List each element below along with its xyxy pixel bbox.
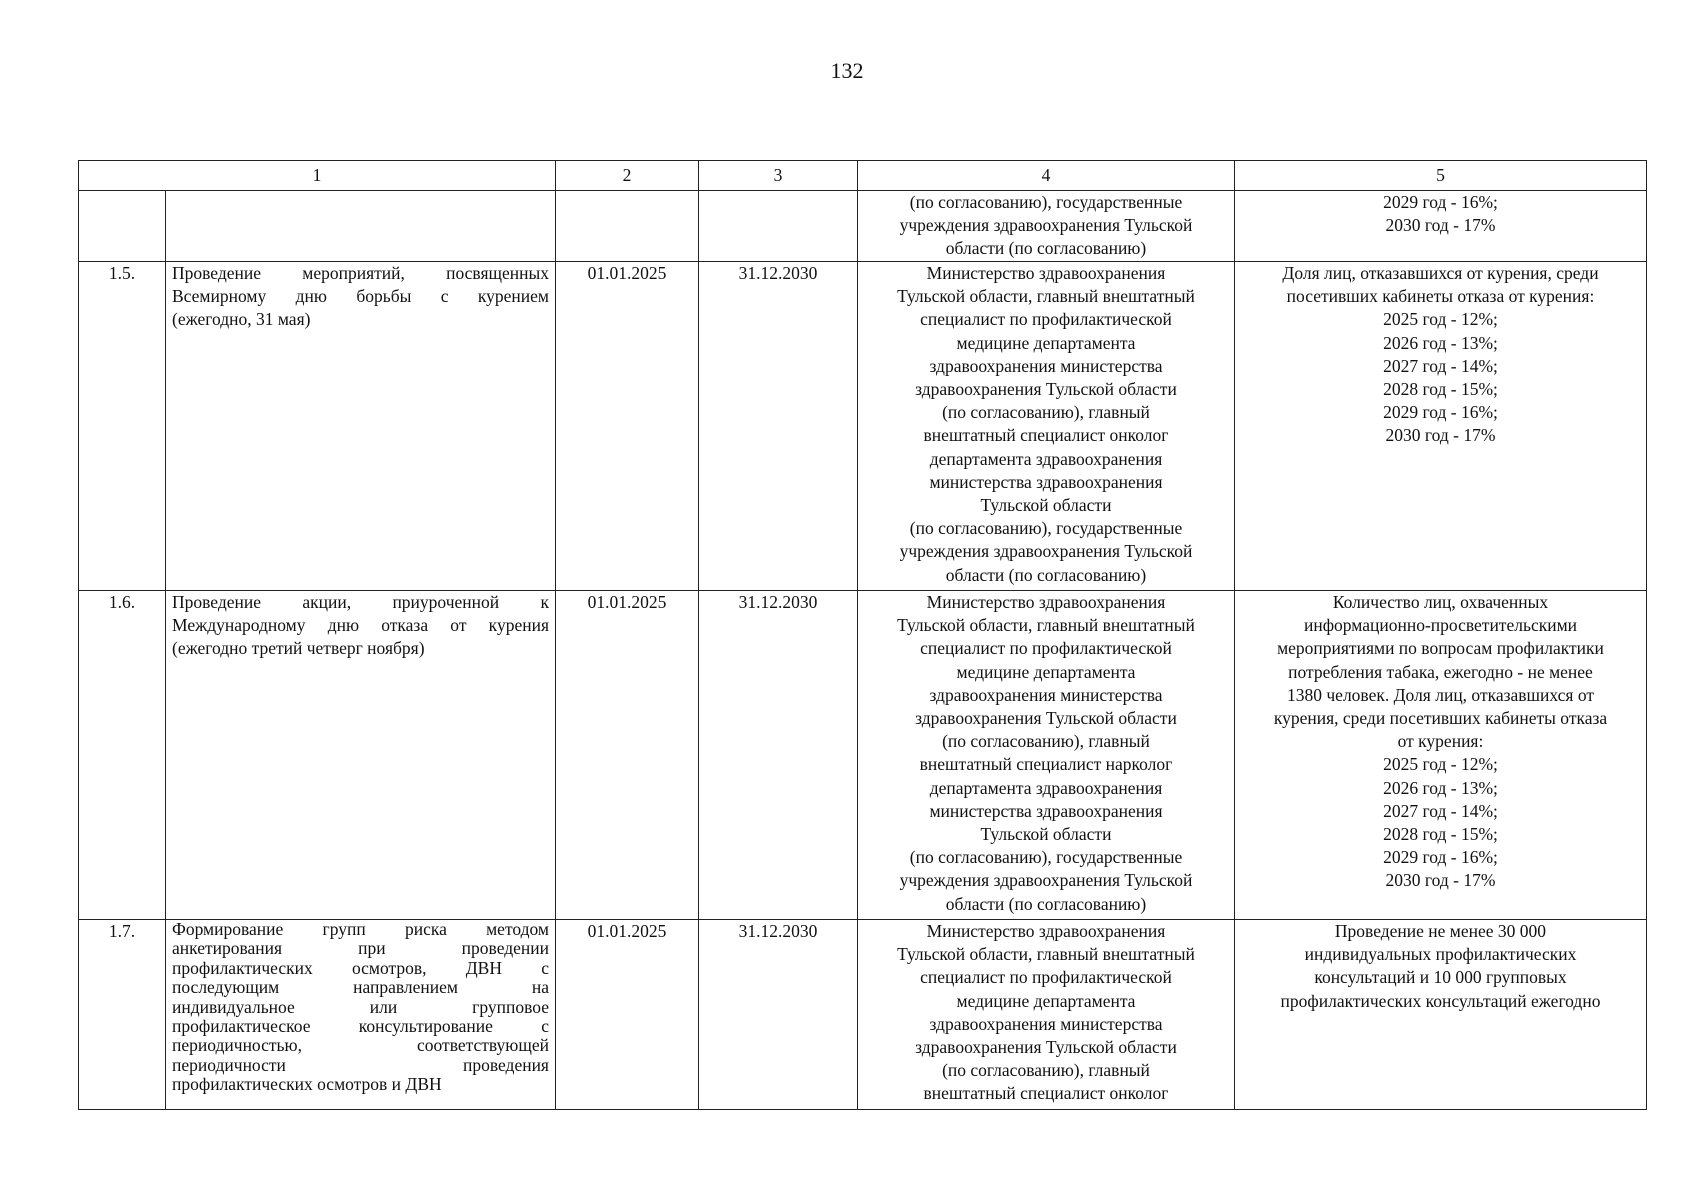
text-line: Проведение мероприятий, посвященных (172, 263, 549, 283)
text-line: здравоохранения министерства (929, 355, 1163, 376)
text-line: профилактическое консультирование с (172, 1016, 549, 1037)
text-line: Формирование групп риска методом (172, 919, 549, 939)
row-description (166, 920, 556, 1110)
text-line: (по согласованию), главный (942, 402, 1150, 423)
row-executors (858, 920, 1235, 1110)
row-start-date: 01.01.2025 (556, 920, 699, 1110)
text-line: специалист по профилактической (920, 309, 1172, 330)
text-line: профилактических осмотров, ДВН с (172, 957, 549, 978)
table-row (79, 920, 1647, 1110)
text-line: департамента здравоохранения (929, 777, 1163, 798)
text-line: здравоохранения Тульской области (915, 708, 1177, 729)
table-header-row (79, 161, 1647, 191)
text-line: консультаций и 10 000 групповых (1314, 967, 1567, 988)
row-executors (858, 262, 1235, 591)
column-header-2: 2 (556, 161, 699, 191)
text-line: Тульской области, главный внештатный (897, 286, 1195, 307)
row-start-date: 01.01.2025 (556, 262, 699, 591)
text-line: учреждения здравоохранения Тульской (899, 215, 1193, 236)
text-line: Проведение не менее 30 000 (1334, 921, 1547, 941)
text-line: 2030 год - 17% (1385, 870, 1496, 891)
row-result (1235, 920, 1647, 1110)
row-number: 1.7. (79, 920, 166, 1110)
text-line: 1380 человек. Доля лиц, отказавшихся от (1287, 684, 1594, 705)
text-line: медицине департамента (956, 661, 1136, 682)
text-line: учреждения здравоохранения Тульской (899, 870, 1193, 891)
text-line: (по согласованию), главный (942, 731, 1150, 752)
text-line: области (по согласованию) (945, 893, 1147, 914)
text-line: (по согласованию), государственные (909, 192, 1183, 212)
text-line: здравоохранения Тульской области (915, 1037, 1177, 1058)
text-line: 2028 год - 15%; (1383, 824, 1498, 845)
row-start-date (556, 191, 699, 262)
text-line: министерства здравоохранения (929, 471, 1163, 492)
text-line: 2029 год - 16%; (1383, 402, 1498, 423)
table-row (79, 591, 1647, 920)
text-line: 2030 год - 17% (1385, 215, 1496, 236)
text-line: специалист по профилактической (920, 967, 1172, 988)
text-line: посетивших кабинеты отказа от курения: (1286, 286, 1595, 307)
row-number: 1.5. (79, 262, 166, 591)
text-line: Тульской области, главный внештатный (897, 615, 1195, 636)
text-line: (ежегодно, 31 мая) (172, 309, 311, 330)
text-line: специалист по профилактической (920, 638, 1172, 659)
text-line: Министерство здравоохранения (926, 592, 1166, 612)
text-line: учреждения здравоохранения Тульской (899, 541, 1193, 562)
page-number: 132 (830, 58, 864, 83)
text-line: (по согласованию), главный (942, 1060, 1150, 1081)
table-row (79, 262, 1647, 591)
text-line: Министерство здравоохранения (926, 263, 1166, 283)
text-line: Количество лиц, охваченных (1332, 592, 1549, 612)
text-line: здравоохранения министерства (929, 684, 1163, 705)
row-result (1235, 191, 1647, 262)
text-line: Тульской области (980, 824, 1112, 845)
text-line: департамента здравоохранения (929, 448, 1163, 469)
text-line: индивидуальных профилактических (1304, 944, 1577, 965)
text-line: Всемирному дню борьбы с курением (172, 286, 549, 307)
measures-table (78, 160, 1647, 1110)
text-line: области (по согласованию) (945, 564, 1147, 585)
text-line: 2029 год - 16%; (1383, 847, 1498, 868)
text-line: от курения: (1397, 731, 1484, 752)
table-row (79, 191, 1647, 262)
text-line: периодичностью, соответствующей (172, 1035, 549, 1056)
text-line: курения, среди посетивших кабинеты отказа (1273, 708, 1608, 729)
text-line: медицине департамента (956, 990, 1136, 1011)
text-line: 2025 год - 12%; (1383, 309, 1498, 330)
row-end-date: 31.12.2030 (699, 591, 858, 920)
row-result (1235, 591, 1647, 920)
text-line: внештатный специалист онколог (923, 425, 1169, 446)
column-header-1: 1 (79, 161, 556, 191)
text-line: мероприятиями по вопросам профилактики (1277, 638, 1604, 659)
text-line: внештатный специалист онколог (923, 1083, 1169, 1104)
row-description (166, 591, 556, 920)
text-line: 2027 год - 14%; (1383, 355, 1498, 376)
column-header-3: 3 (699, 161, 858, 191)
text-line: информационно-просветительскими (1303, 615, 1578, 636)
row-end-date: 31.12.2030 (699, 262, 858, 591)
text-line: министерства здравоохранения (929, 800, 1163, 821)
text-line: профилактических осмотров и ДВН (172, 1074, 442, 1095)
row-executors (858, 191, 1235, 262)
text-line: здравоохранения Тульской области (915, 379, 1177, 400)
column-header-5: 5 (1235, 161, 1647, 191)
text-line: периодичности проведения (172, 1054, 549, 1075)
text-line: 2026 год - 13%; (1383, 332, 1498, 353)
row-result (1235, 262, 1647, 591)
text-line: профилактических консультаций ежегодно (1280, 990, 1601, 1011)
row-description (166, 191, 556, 262)
text-line: потребления табака, ежегодно - не менее (1288, 661, 1593, 682)
row-number (79, 191, 166, 262)
text-line: (ежегодно третий четверг ноября) (172, 638, 425, 659)
row-number: 1.6. (79, 591, 166, 920)
text-line: Проведение акции, приуроченной к (172, 592, 549, 612)
text-line: анкетирования при проведении (172, 938, 549, 959)
text-line: 2025 год - 12%; (1383, 754, 1498, 775)
text-line: внештатный специалист нарколог (919, 754, 1173, 775)
text-line: Тульской области (980, 495, 1112, 516)
row-end-date (699, 191, 858, 262)
row-description (166, 262, 556, 591)
row-start-date: 01.01.2025 (556, 591, 699, 920)
text-line: (по согласованию), государственные (909, 518, 1183, 539)
text-line: индивидуальное или групповое (172, 996, 549, 1017)
text-line: медицине департамента (956, 332, 1136, 353)
text-line: 2027 год - 14%; (1383, 800, 1498, 821)
row-executors (858, 591, 1235, 920)
text-line: 2028 год - 15%; (1383, 379, 1498, 400)
text-line: последующим направлением на (172, 977, 549, 998)
text-line: Доля лиц, отказавшихся от курения, среди (1282, 263, 1599, 283)
text-line: 2026 год - 13%; (1383, 777, 1498, 798)
text-line: 2029 год - 16%; (1383, 192, 1498, 212)
text-line: области (по согласованию) (945, 238, 1147, 259)
text-line: (по согласованию), государственные (909, 847, 1183, 868)
row-end-date: 31.12.2030 (699, 920, 858, 1110)
text-line: Международному дню отказа от курения (172, 615, 549, 636)
text-line: здравоохранения министерства (929, 1013, 1163, 1034)
text-line: Тульской области, главный внештатный (897, 944, 1195, 965)
column-header-4: 4 (858, 161, 1235, 191)
text-line: Министерство здравоохранения (926, 921, 1166, 941)
text-line: 2030 год - 17% (1385, 425, 1496, 446)
